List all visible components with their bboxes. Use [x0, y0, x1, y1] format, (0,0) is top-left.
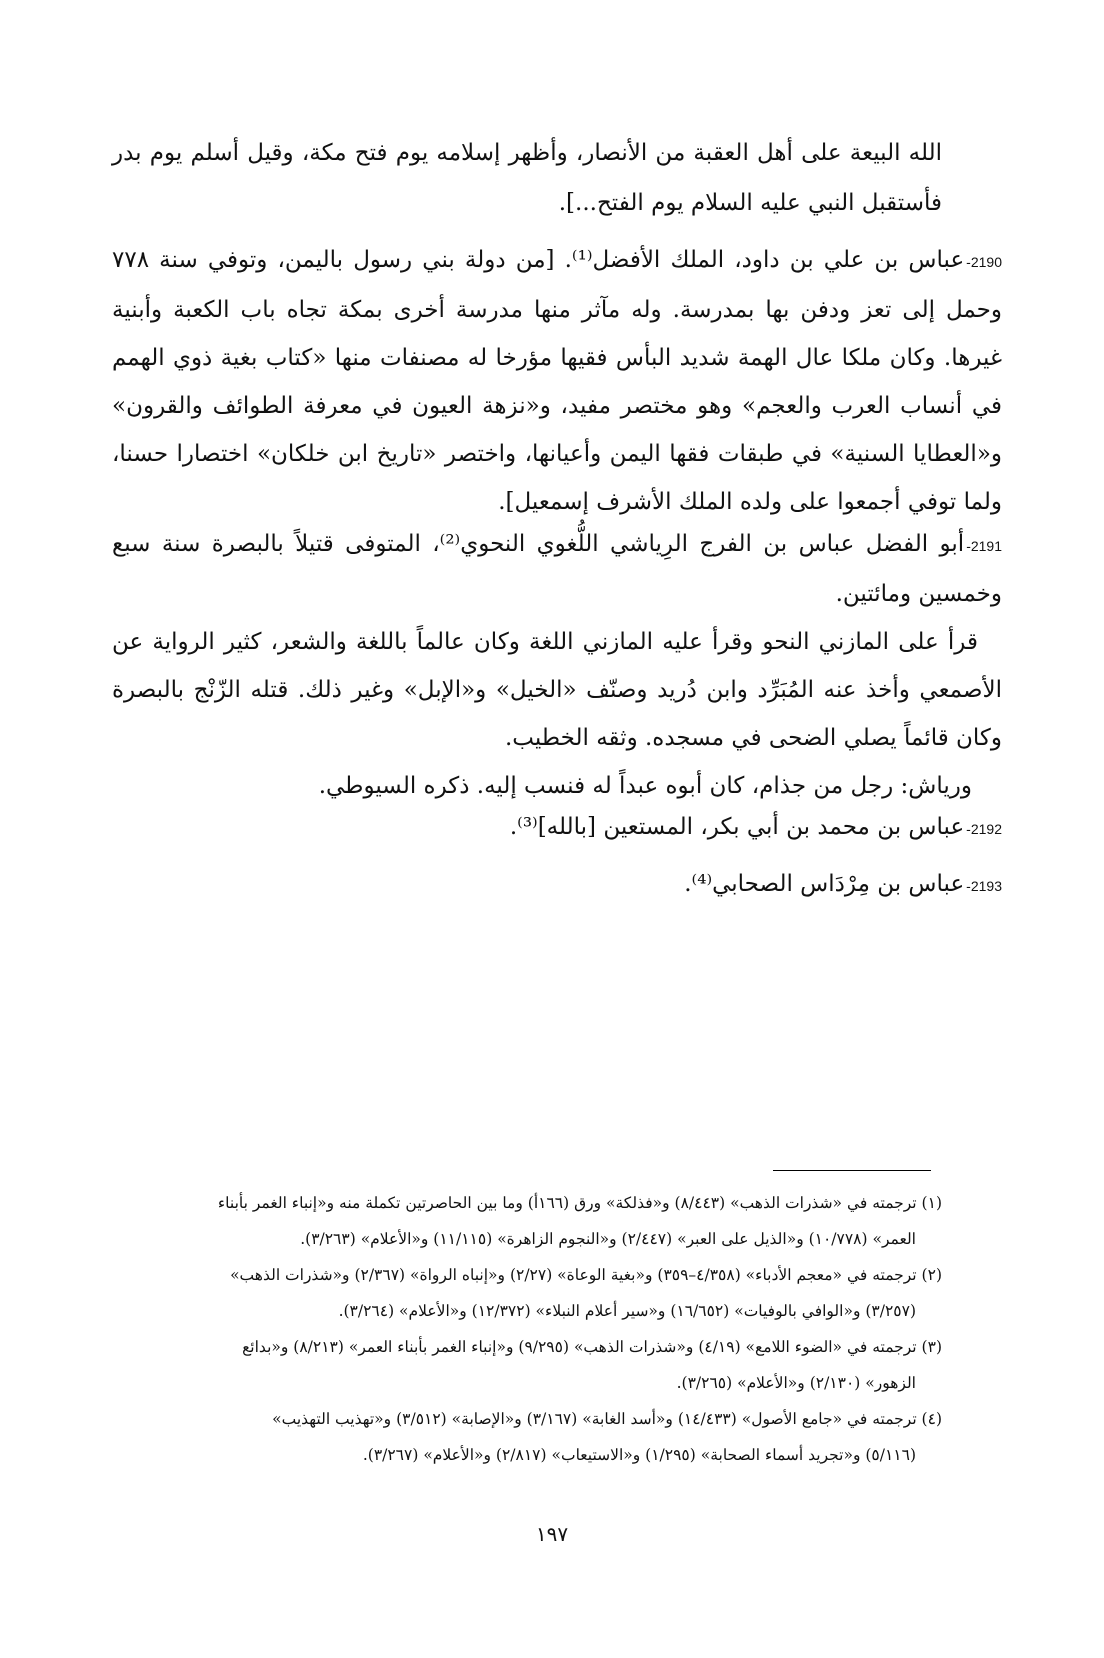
entry-paragraph: ورياش: رجل من جذام، كان أبوه عبداً له فنسب إليه. ذكره السيوطي. [318, 773, 972, 799]
footnote-line: العمر» (١٠/٧٧٨) و«الذيل على العبر» (٢/٤٤٧) و«النجوم الزاهرة» (١١/١١٥) و«الأعلام» (٣/٢٦٣). [300, 1230, 916, 1248]
footnote-line: الزهور» (٢/١٣٠) و«الأعلام» (٣/٢٦٥). [676, 1374, 916, 1392]
entry-2191 [112, 520, 1002, 810]
footnote-line: (٣/٢٥٧) و«الوافي بالوفيات» (١٦/٦٥٢) و«سير أعلام النبلاء» (١٢/٣٧٢) و«الأعلام» (٣/٢٦٤). [338, 1302, 916, 1320]
footnote-line: (٥/١١٦) و«تجريد أسماء الصحابة» (١/٢٩٥) و«الاستيعاب» (٢/٨١٧) و«الأعلام» (٣/٢٦٧). [362, 1446, 916, 1464]
footnote-divider [773, 1170, 931, 1171]
entry-2193 [112, 860, 1002, 910]
entry-2192 [112, 803, 1002, 853]
entry-number: 2192- [966, 821, 1002, 837]
footnote-line: (٤) ترجمته في «جامع الأصول» (١٤/٤٣٣) و«أسد الغابة» (٣/١٦٧) و«الإصابة» (٣/٥١٢) و«تهذيب التهذيب» [272, 1410, 942, 1428]
page-number: ١٩٧ [535, 1522, 569, 1546]
entry-2190 [112, 236, 1002, 526]
entry-text: عباس بن مِرْدَاس الصحابي⁽⁴⁾. [684, 871, 965, 897]
footnote-line: (٣) ترجمته في «الضوء اللامع» (٤/١٩) و«شذرات الذهب» (٩/٢٩٥) و«إنباء الغمر بأبناء العمر» (٨/٢١٣) و«بدائع [242, 1338, 942, 1356]
entry-text: عباس بن محمد بن أبي بكر، المستعين [بالله]⁽³⁾. [509, 814, 965, 840]
entry-paragraph: قرأ على المازني النحو وقرأ عليه المازني اللغة وكان عالماً باللغة والشعر، كثير الرواية عن الأصمعي وأخذ عنه المُبَرِّد وابن دُريد وصنّف «الخيل» و«الإبل» وغير ذلك. قتله الزّنْج بالبصرة وكان قائماً يصلي الضحى في مسجده. وثقه الخطيب. [112, 629, 1002, 751]
intro-paragraph: الله البيعة على أهل العقبة من الأنصار، وأظهر إسلامه يوم فتح مكة، وقيل أسلم يوم بدر فأستقبل النبي عليه السلام يوم الفتح...]. [112, 140, 942, 216]
footnote-line: (٢) ترجمته في «معجم الأدباء» (٤/٣٥٨–٣٥٩) و«بغية الوعاة» (٢/٢٧) و«إنباه الرواة» (٢/٣٦٧) و«شذرات الذهب» [230, 1266, 942, 1284]
entry-text: أبو الفضل عباس بن الفرج الرِياشي اللُّغوي النحوي⁽²⁾، المتوفى قتيلاً بالبصرة سنة سبع وخمسين ومائتين. [112, 531, 1002, 607]
entry-number: 2190- [966, 254, 1002, 270]
entry-number: 2193- [966, 878, 1002, 894]
footnote-line: (١) ترجمته في «شذرات الذهب» (٨/٤٤٣) و«فذلكة» ورق (١٦٦أ) وما بين الحاصرتين تكملة منه و«إنباء الغمر بأبناء [217, 1194, 942, 1212]
footnotes [112, 1185, 942, 1473]
entry-number: 2191- [966, 538, 1003, 554]
entry-text: عباس بن علي بن داود، الملك الأفضل⁽¹⁾. [من دولة بني رسول باليمن، وتوفي سنة ٧٧٨ وحمل إلى تعز ودفن بها بمدرسة. وله مآثر منها مدرسة أخرى بمكة تجاه باب الكعبة وأبنية غيرها. وكان ملكا عال الهمة شديد البأس فقيها مؤرخا له مصنفات منها «كتاب بغية ذوي الهمم في أنساب العرب والعجم» وهو مختصر مفيد، و«نزهة العيون في معرفة الطوائف والقرون» و«العطايا السنية» في طبقات فقها اليمن وأعيانها، واختصر «تاريخ ابن خلكان» اختصارا حسنا، ولما توفي أجمعوا على ولده الملك الأشرف إسمعيل]. [112, 247, 1002, 515]
